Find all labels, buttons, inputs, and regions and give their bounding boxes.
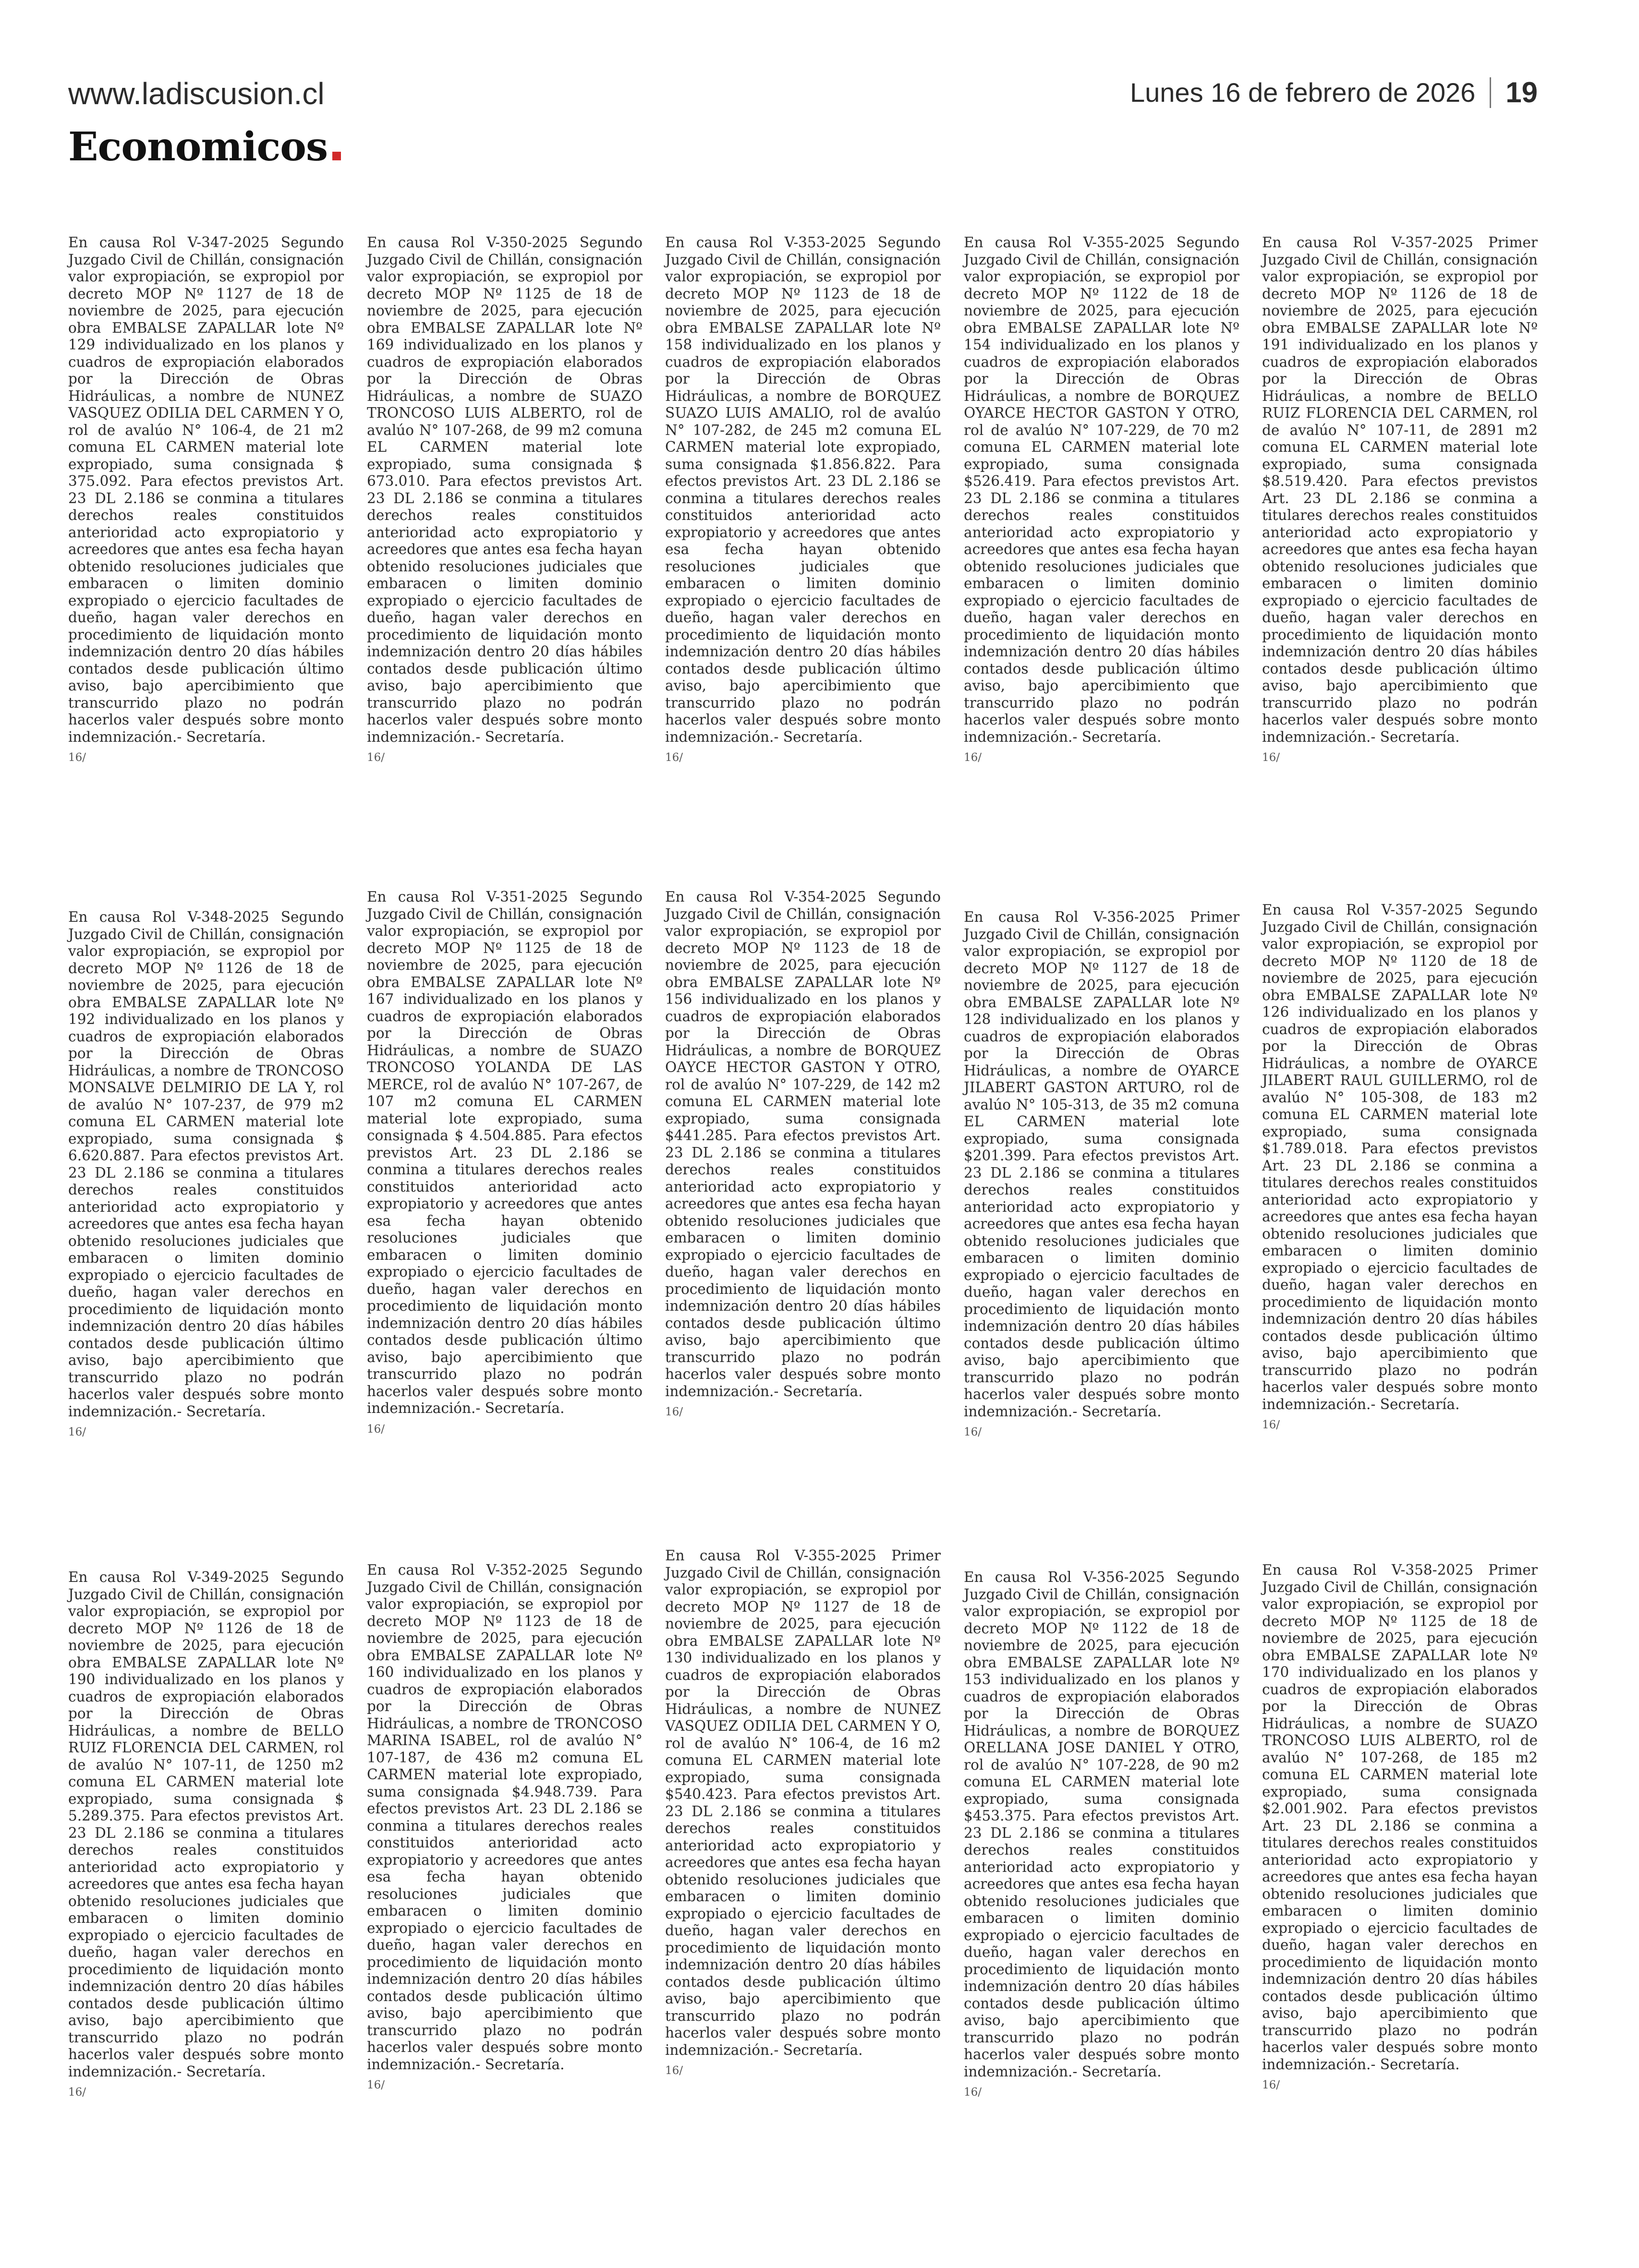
notice-code: 16/ bbox=[665, 751, 683, 764]
section-title-dot bbox=[332, 152, 341, 160]
notice-code: 16/ bbox=[964, 751, 982, 764]
notice-code: 16/ bbox=[68, 1426, 86, 1438]
notice-code: 16/ bbox=[964, 2086, 982, 2099]
notice-text: En causa Rol V-357-2025 Segundo Juzgado Civil de Chillán, consignación valor expropiación, se expropiol por decreto MOP Nº 1120 de 18 de noviembre de 2025, para ejecución obra EMBALSE ZAPALLAR lote Nº 126 individualizado en los planos y cuadros de expropiación elaborados por la Dirección de Obras Hidráulicas, a nombre de OYARCE JILABERT RAUL GUILLERMO, rol de avalúo N° 105-308, de 183 m2 comuna EL CARMEN material lote expropiado, suma consignada $1.789.018. Para efectos previstos Art. 23 DL 2.186 se conmina a titulares derechos reales constituidos anterioridad acto expropiatorio y acreedores que antes esa fecha hayan obtenido resoluciones judiciales que embaracen o limiten dominio expropiado o ejercicio facultades de dueño, hagan valer derechos en procedimiento de liquidación monto indemnización dentro 20 días hábiles contados desde publicación último aviso, bajo apercibimiento que transcurrido plazo no podrán hacerlos valer después sobre monto indemnización.- Secretaría. bbox=[1262, 902, 1538, 1412]
legal-notice bbox=[1262, 1562, 1538, 2094]
legal-notice bbox=[68, 1569, 344, 2101]
notice-code: 16/ bbox=[964, 1426, 982, 1438]
notice-text: En causa Rol V-357-2025 Primer Juzgado Civil de Chillán, consignación valor expropiación, se expropiol por decreto MOP Nº 1126 de 18 de noviembre de 2025, para ejecución obra EMBALSE ZAPALLAR lote Nº 191 individualizado en los planos y cuadros de expropiación elaborados por la Dirección de Obras Hidráulicas, a nombre de BELLO RUIZ FLORENCIA DEL CARMEN, rol de avalúo N° 107-11, de 2891 m2 comuna EL CARMEN material lote expropiado, suma consignada $8.519.420. Para efectos previstos Art. 23 DL 2.186 se conmina a titulares derechos reales constituidos anterioridad acto expropiatorio y acreedores que antes esa fecha hayan obtenido resoluciones judiciales que embaracen o limiten dominio expropiado o ejercicio facultades de dueño, hagan valer derechos en procedimiento de liquidación monto indemnización dentro 20 días hábiles contados desde publicación último aviso, bajo apercibimiento que transcurrido plazo no podrán hacerlos valer después sobre monto indemnización.- Secretaría. bbox=[1262, 234, 1538, 745]
legal-notice bbox=[1262, 234, 1538, 767]
notice-code: 16/ bbox=[367, 1423, 385, 1436]
notice-code: 16/ bbox=[68, 751, 86, 764]
legal-notice bbox=[1262, 902, 1538, 1434]
legal-notice bbox=[665, 1547, 941, 2080]
notice-code: 16/ bbox=[1262, 751, 1280, 764]
notice-text: En causa Rol V-355-2025 Primer Juzgado Civil de Chillán, consignación valor expropiación, se expropiol por decreto MOP Nº 1127 de 18 de noviembre de 2025, para ejecución obra EMBALSE ZAPALLAR lote Nº 130 individualizado en los planos y cuadros de expropiación elaborados por la Dirección de Obras Hidráulicas, a nombre de NUNEZ VASQUEZ ODILIA DEL CARMEN Y O, rol de avalúo N° 106-4, de 16 m2 comuna EL CARMEN material lote expropiado, suma consignada $540.423. Para efectos previstos Art. 23 DL 2.186 se conmina a titulares derechos reales constituidos anterioridad acto expropiatorio y acreedores que antes esa fecha hayan obtenido resoluciones judiciales que embaracen o limiten dominio expropiado o ejercicio facultades de dueño, hagan valer derechos en procedimiento de liquidación monto indemnización dentro 20 días hábiles contados desde publicación último aviso, bajo apercibimiento que transcurrido plazo no podrán hacerlos valer después sobre monto indemnización.- Secretaría. bbox=[665, 1547, 941, 2058]
notice-code: 16/ bbox=[68, 2086, 86, 2099]
notice-text: En causa Rol V-356-2025 Segundo Juzgado Civil de Chillán, consignación valor expropiación, se expropiol por decreto MOP Nº 1122 de 18 de noviembre de 2025, para ejecución obra EMBALSE ZAPALLAR lote Nº 153 individualizado en los planos y cuadros de expropiación elaborados por la Dirección de Obras Hidráulicas, a nombre de BORQUEZ ORELLANA JOSE DANIEL Y OTRO, rol de avalúo N° 107-228, de 90 m2 comuna EL CARMEN material lote expropiado, suma consignada $453.375. Para efectos previstos Art. 23 DL 2.186 se conmina a titulares derechos reales constituidos anterioridad acto expropiatorio y acreedores que antes esa fecha hayan obtenido resoluciones judiciales que embaracen o limiten dominio expropiado o ejercicio facultades de dueño, hagan valer derechos en procedimiento de liquidación monto indemnización dentro 20 días hábiles contados desde publicación último aviso, bajo apercibimiento que transcurrido plazo no podrán hacerlos valer después sobre monto indemnización.- Secretaría. bbox=[964, 1569, 1239, 2080]
notice-text: En causa Rol V-356-2025 Primer Juzgado Civil de Chillán, consignación valor expropiación, se expropiol por decreto MOP Nº 1127 de 18 de noviembre de 2025, para ejecución obra EMBALSE ZAPALLAR lote Nº 128 individualizado en los planos y cuadros de expropiación elaborados por la Dirección de Obras Hidráulicas, a nombre de OYARCE JILABERT GASTON ARTURO, rol de avalúo N° 105-313, de 35 m2 comuna EL CARMEN material lote expropiado, suma consignada $201.399. Para efectos previstos Art. 23 DL 2.186 se conmina a titulares derechos reales constituidos anterioridad acto expropiatorio y acreedores que antes esa fecha hayan obtenido resoluciones judiciales que embaracen o limiten dominio expropiado o ejercicio facultades de dueño, hagan valer derechos en procedimiento de liquidación monto indemnización dentro 20 días hábiles contados desde publicación último aviso, bajo apercibimiento que transcurrido plazo no podrán hacerlos valer después sobre monto indemnización.- Secretaría. bbox=[964, 909, 1239, 1420]
section-title-text: Economicos bbox=[68, 124, 328, 170]
legal-notice bbox=[68, 234, 344, 767]
legal-notice bbox=[665, 234, 941, 767]
notice-text: En causa Rol V-348-2025 Segundo Juzgado Civil de Chillán, consignación valor expropiación, se expropiol por decreto MOP Nº 1126 de 18 de noviembre de 2025, para ejecución obra EMBALSE ZAPALLAR lote Nº 192 individualizado en los planos y cuadros de expropiación elaborados por la Dirección de Obras Hidráulicas, a nombre de TRONCOSO MONSALVE DELMIRIO DE LA Y, rol de avalúo N° 107-237, de 979 m2 comuna EL CARMEN material lote expropiado, suma consignada $ 6.620.887. Para efectos previstos Art. 23 DL 2.186 se conmina a titulares derechos reales constituidos anterioridad acto expropiatorio y acreedores que antes esa fecha hayan obtenido resoluciones judiciales que embaracen o limiten dominio expropiado o ejercicio facultades de dueño, hagan valer derechos en procedimiento de liquidación monto indemnización dentro 20 días hábiles contados desde publicación último aviso, bajo apercibimiento que transcurrido plazo no podrán hacerlos valer después sobre monto indemnización.- Secretaría. bbox=[68, 909, 344, 1420]
notice-text: En causa Rol V-358-2025 Primer Juzgado Civil de Chillán, consignación valor expropiación, se expropiol por decreto MOP Nº 1125 de 18 de noviembre de 2025, para ejecución obra EMBALSE ZAPALLAR lote Nº 170 individualizado en los planos y cuadros de expropiación elaborados por la Dirección de Obras Hidráulicas, a nombre de SUAZO TRONCOSO LUIS ALBERTO, rol de avalúo N° 107-268, de 185 m2 comuna EL CARMEN material lote expropiado, suma consignada $2.001.902. Para efectos previstos Art. 23 DL 2.186 se conmina a titulares derechos reales constituidos anterioridad acto expropiatorio y acreedores que antes esa fecha hayan obtenido resoluciones judiciales que embaracen o limiten dominio expropiado o ejercicio facultades de dueño, hagan valer derechos en procedimiento de liquidación monto indemnización dentro 20 días hábiles contados desde publicación último aviso, bajo apercibimiento que transcurrido plazo no podrán hacerlos valer después sobre monto indemnización.- Secretaría. bbox=[1262, 1562, 1538, 2073]
legal-notice bbox=[367, 234, 643, 767]
legal-notice bbox=[68, 909, 344, 1441]
site-url[interactable]: www.ladiscusion.cl bbox=[68, 76, 325, 111]
legal-notice bbox=[964, 234, 1239, 767]
header-divider bbox=[1490, 77, 1491, 108]
legal-notice bbox=[367, 889, 643, 1438]
legal-notice bbox=[964, 1569, 1239, 2101]
notice-text: En causa Rol V-351-2025 Segundo Juzgado Civil de Chillán, consignación valor expropiación, se expropiol por decreto MOP Nº 1125 de 18 de noviembre de 2025, para ejecución obra EMBALSE ZAPALLAR lote Nº 167 individualizado en los planos y cuadros de expropiación elaborados por la Dirección de Obras Hidráulicas, a nombre de SUAZO TRONCOSO YOLANDA DE LAS MERCE, rol de avalúo N° 107-267, de 107 m2 comuna EL CARMEN material lote expropiado, suma consignada $ 4.504.885. Para efectos previstos Art. 23 DL 2.186 se conmina a titulares derechos reales constituidos anterioridad acto expropiatorio y acreedores que antes esa fecha hayan obtenido resoluciones judiciales que embaracen o limiten dominio expropiado o ejercicio facultades de dueño, hagan valer derechos en procedimiento de liquidación monto indemnización dentro 20 días hábiles contados desde publicación último aviso, bajo apercibimiento que transcurrido plazo no podrán hacerlos valer después sobre monto indemnización.- Secretaría. bbox=[367, 889, 643, 1416]
notice-text: En causa Rol V-347-2025 Segundo Juzgado Civil de Chillán, consignación valor expropiación, se expropiol por decreto MOP Nº 1127 de 18 de noviembre de 2025, para ejecución obra EMBALSE ZAPALLAR lote Nº 129 individualizado en los planos y cuadros de expropiación elaborados por la Dirección de Obras Hidráulicas, a nombre de NUNEZ VASQUEZ ODILIA DEL CARMEN Y O, rol de avalúo N° 106-4, de 21 m2 comuna EL CARMEN material lote expropiado, suma consignada $ 375.092. Para efectos previstos Art. 23 DL 2.186 se conmina a titulares derechos reales constituidos anterioridad acto expropiatorio y acreedores que antes esa fecha hayan obtenido resoluciones judiciales que embaracen o limiten dominio expropiado o ejercicio facultades de dueño, hagan valer derechos en procedimiento de liquidación monto indemnización dentro 20 días hábiles contados desde publicación último aviso, bajo apercibimiento que transcurrido plazo no podrán hacerlos valer después sobre monto indemnización.- Secretaría. bbox=[68, 234, 344, 745]
notice-code: 16/ bbox=[367, 751, 385, 764]
date-block bbox=[1130, 76, 1538, 109]
publication-date: Lunes 16 de febrero de 2026 bbox=[1130, 77, 1476, 108]
page-header bbox=[68, 76, 1538, 177]
legal-notice bbox=[665, 889, 941, 1421]
notice-text: En causa Rol V-352-2025 Segundo Juzgado Civil de Chillán, consignación valor expropiación, se expropiol por decreto MOP Nº 1123 de 18 de noviembre de 2025, para ejecución obra EMBALSE ZAPALLAR lote Nº 160 individualizado en los planos y cuadros de expropiación elaborados por la Dirección de Obras Hidráulicas, a nombre de TRONCOSO MARINA ISABEL, rol de avalúo N° 107-187, de 436 m2 comuna EL CARMEN material lote expropiado, suma consignada $4.948.739. Para efectos previstos Art. 23 DL 2.186 se conmina a titulares derechos reales constituidos anterioridad acto expropiatorio y acreedores que antes esa fecha hayan obtenido resoluciones judiciales que embaracen o limiten dominio expropiado o ejercicio facultades de dueño, hagan valer derechos en procedimiento de liquidación monto indemnización dentro 20 días hábiles contados desde publicación último aviso, bajo apercibimiento que transcurrido plazo no podrán hacerlos valer después sobre monto indemnización.- Secretaría. bbox=[367, 1562, 643, 2073]
legal-notice bbox=[964, 909, 1239, 1441]
page-number: 19 bbox=[1505, 76, 1538, 109]
notice-code: 16/ bbox=[1262, 1419, 1280, 1431]
notice-code: 16/ bbox=[1262, 2079, 1280, 2091]
notice-code: 16/ bbox=[367, 2079, 385, 2091]
notice-text: En causa Rol V-349-2025 Segundo Juzgado Civil de Chillán, consignación valor expropiación, se expropiol por decreto MOP Nº 1126 de 18 de noviembre de 2025, para ejecución obra EMBALSE ZAPALLAR lote Nº 190 individualizado en los planos y cuadros de expropiación elaborados por la Dirección de Obras Hidráulicas, a nombre de BELLO RUIZ FLORENCIA DEL CARMEN, rol de avalúo N° 107-11, de 1250 m2 comuna EL CARMEN material lote expropiado, suma consignada $ 5.289.375. Para efectos previstos Art. 23 DL 2.186 se conmina a titulares derechos reales constituidos anterioridad acto expropiatorio y acreedores que antes esa fecha hayan obtenido resoluciones judiciales que embaracen o limiten dominio expropiado o ejercicio facultades de dueño, hagan valer derechos en procedimiento de liquidación monto indemnización dentro 20 días hábiles contados desde publicación último aviso, bajo apercibimiento que transcurrido plazo no podrán hacerlos valer después sobre monto indemnización.- Secretaría. bbox=[68, 1569, 344, 2080]
notice-code: 16/ bbox=[665, 1406, 683, 1418]
section-title bbox=[68, 124, 341, 170]
notice-text: En causa Rol V-350-2025 Segundo Juzgado Civil de Chillán, consignación valor expropiación, se expropiol por decreto MOP Nº 1125 de 18 de noviembre de 2025, para ejecución obra EMBALSE ZAPALLAR lote Nº 169 individualizado en los planos y cuadros de expropiación elaborados por la Dirección de Obras Hidráulicas, a nombre de SUAZO TRONCOSO LUIS ALBERTO, rol de avalúo N° 107-268, de 99 m2 comuna EL CARMEN material lote expropiado, suma consignada $ 673.010. Para efectos previstos Art. 23 DL 2.186 se conmina a titulares derechos reales constituidos anterioridad acto expropiatorio y acreedores que antes esa fecha hayan obtenido resoluciones judiciales que embaracen o limiten dominio expropiado o ejercicio facultades de dueño, hagan valer derechos en procedimiento de liquidación monto indemnización dentro 20 días hábiles contados desde publicación último aviso, bajo apercibimiento que transcurrido plazo no podrán hacerlos valer después sobre monto indemnización.- Secretaría. bbox=[367, 234, 643, 745]
notice-text: En causa Rol V-353-2025 Segundo Juzgado Civil de Chillán, consignación valor expropiación, se expropiol por decreto MOP Nº 1123 de 18 de noviembre de 2025, para ejecución obra EMBALSE ZAPALLAR lote Nº 158 individualizado en los planos y cuadros de expropiación elaborados por la Dirección de Obras Hidráulicas, a nombre de BORQUEZ SUAZO LUIS AMALIO, rol de avalúo N° 107-282, de 245 m2 comuna EL CARMEN material lote expropiado, suma consignada $1.856.822. Para efectos previstos Art. 23 DL 2.186 se conmina a titulares derechos reales constituidos anterioridad acto expropiatorio y acreedores que antes esa fecha hayan obtenido resoluciones judiciales que embaracen o limiten dominio expropiado o ejercicio facultades de dueño, hagan valer derechos en procedimiento de liquidación monto indemnización dentro 20 días hábiles contados desde publicación último aviso, bajo apercibimiento que transcurrido plazo no podrán hacerlos valer después sobre monto indemnización.- Secretaría. bbox=[665, 234, 941, 745]
legal-notice bbox=[367, 1562, 643, 2094]
notice-code: 16/ bbox=[665, 2064, 683, 2077]
notice-text: En causa Rol V-355-2025 Segundo Juzgado Civil de Chillán, consignación valor expropiación, se expropiol por decreto MOP Nº 1122 de 18 de noviembre de 2025, para ejecución obra EMBALSE ZAPALLAR lote Nº 154 individualizado en los planos y cuadros de expropiación elaborados por la Dirección de Obras Hidráulicas, a nombre de BORQUEZ OYARCE HECTOR GASTON Y OTRO, rol de avalúo N° 107-229, de 70 m2 comuna EL CARMEN material lote expropiado, suma consignada $526.419. Para efectos previstos Art. 23 DL 2.186 se conmina a titulares derechos reales constituidos anterioridad acto expropiatorio y acreedores que antes esa fecha hayan obtenido resoluciones judiciales que embaracen o limiten dominio expropiado o ejercicio facultades de dueño, hagan valer derechos en procedimiento de liquidación monto indemnización dentro 20 días hábiles contados desde publicación último aviso, bajo apercibimiento que transcurrido plazo no podrán hacerlos valer después sobre monto indemnización.- Secretaría. bbox=[964, 234, 1239, 745]
notice-text: En causa Rol V-354-2025 Segundo Juzgado Civil de Chillán, consignación valor expropiación, se expropiol por decreto MOP Nº 1123 de 18 de noviembre de 2025, para ejecución obra EMBALSE ZAPALLAR lote Nº 156 individualizado en los planos y cuadros de expropiación elaborados por la Dirección de Obras Hidráulicas, a nombre de BORQUEZ OAYCE HECTOR GASTON Y OTRO, rol de avalúo N° 107-229, de 142 m2 comuna EL CARMEN material lote expropiado, suma consignada $441.285. Para efectos previstos Art. 23 DL 2.186 se conmina a titulares derechos reales constituidos anterioridad acto expropiatorio y acreedores que antes esa fecha hayan obtenido resoluciones judiciales que embaracen o limiten dominio expropiado o ejercicio facultades de dueño, hagan valer derechos en procedimiento de liquidación monto indemnización dentro 20 días hábiles contados desde publicación último aviso, bajo apercibimiento que transcurrido plazo no podrán hacerlos valer después sobre monto indemnización.- Secretaría. bbox=[665, 889, 941, 1399]
